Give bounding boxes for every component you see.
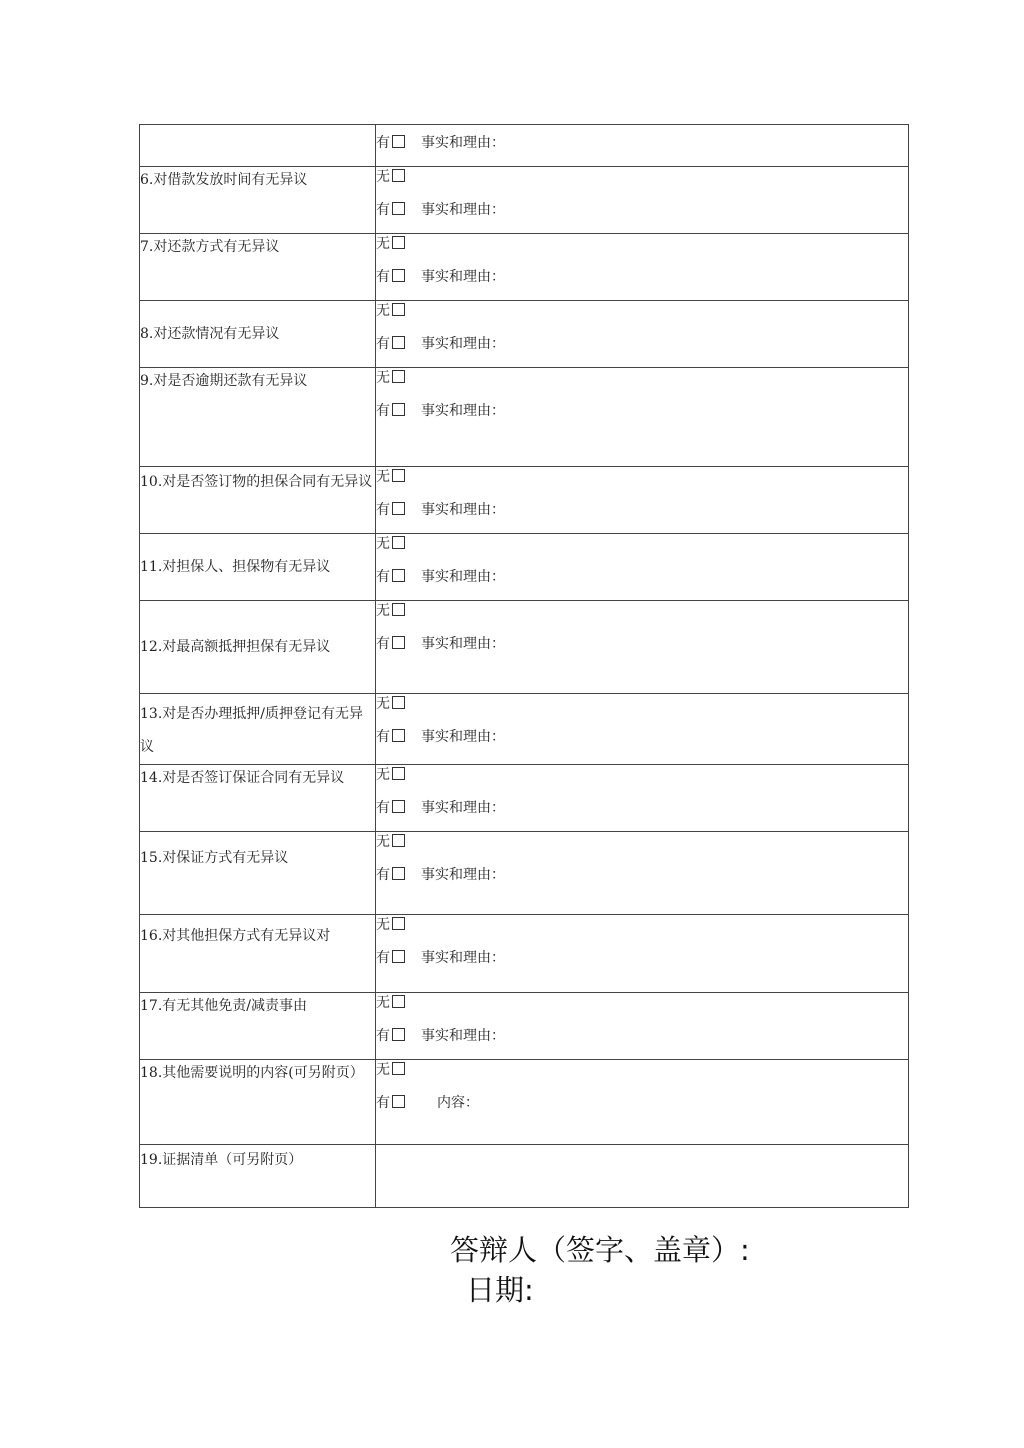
option-has[interactable] [376,334,908,367]
table-row [140,234,909,301]
no-label: 无 [376,603,390,619]
reason-label: 事实和理由： [421,950,505,966]
no-label: 无 [376,917,390,933]
question-cell [140,125,376,167]
reason-label: 事实和理由： [421,269,505,285]
no-label: 无 [376,370,390,386]
reason-label: 事实和理由： [421,336,505,352]
reason-label: 事实和理由： [421,800,505,816]
has-label: 有 [376,135,390,151]
no-label: 无 [376,169,390,185]
has-label: 有 [376,950,390,966]
date-label: 日期: [466,1273,534,1307]
table-row [140,993,909,1060]
has-label: 有 [376,403,390,419]
answer-cell [376,125,909,167]
option-no[interactable] [376,915,908,948]
table-row [140,765,909,832]
option-no[interactable] [376,368,908,401]
table-row [140,915,909,993]
answer-cell [376,534,909,601]
question-cell: 6.对借款发放时间有无异议 [140,167,376,234]
has-label: 有 [376,336,390,352]
option-has[interactable] [376,133,908,166]
checkbox-has[interactable] [392,269,405,282]
checkbox-no[interactable] [392,169,405,182]
checkbox-has[interactable] [392,1095,405,1108]
answer-cell [376,694,909,765]
checkbox-no[interactable] [392,1062,405,1075]
no-label: 无 [376,469,390,485]
answer-cell [376,467,909,534]
option-has[interactable] [376,865,908,898]
option-has[interactable] [376,401,908,434]
no-label: 无 [376,767,390,783]
table-row [140,832,909,915]
option-no[interactable] [376,534,908,567]
has-label: 有 [376,1095,390,1111]
option-no[interactable] [376,832,908,865]
checkbox-no[interactable] [392,469,405,482]
table-row [140,1060,909,1145]
no-label: 无 [376,236,390,252]
question-cell: 15.对保证方式有无异议 [140,832,376,915]
has-label: 有 [376,1028,390,1044]
checkbox-no[interactable] [392,303,405,316]
checkbox-no[interactable] [392,917,405,930]
content-label: 内容： [437,1095,479,1111]
table-row [140,301,909,368]
checkbox-no[interactable] [392,834,405,847]
option-no[interactable] [376,467,908,500]
table-row [140,368,909,467]
checkbox-no[interactable] [392,995,405,1008]
checkbox-no[interactable] [392,767,405,780]
option-has[interactable] [376,200,908,233]
answer-cell [376,167,909,234]
question-cell: 10.对是否签订物的担保合同有无异议 [140,467,376,534]
question-cell: 9.对是否逾期还款有无异议 [140,368,376,467]
option-no[interactable] [376,167,908,200]
answer-cell [376,368,909,467]
option-has[interactable] [376,1093,908,1126]
option-no[interactable] [376,601,908,634]
option-has[interactable] [376,727,908,760]
question-cell: 14.对是否签订保证合同有无异议 [140,765,376,832]
option-no[interactable] [376,694,908,727]
has-label: 有 [376,800,390,816]
option-no[interactable] [376,234,908,267]
checkbox-has[interactable] [392,202,405,215]
no-label: 无 [376,834,390,850]
checkbox-has[interactable] [392,867,405,880]
table-row [140,694,909,765]
reason-label: 事实和理由： [421,202,505,218]
answer-cell [376,234,909,301]
has-label: 有 [376,202,390,218]
option-has[interactable] [376,634,908,667]
has-label: 有 [376,729,390,745]
reason-label: 事实和理由： [421,636,505,652]
defense-form-table [139,124,909,1208]
has-label: 有 [376,269,390,285]
question-cell: 11.对担保人、担保物有无异议 [140,534,376,601]
question-cell: 17.有无其他免责/减责事由 [140,993,376,1060]
option-has[interactable] [376,948,908,981]
checkbox-has[interactable] [392,950,405,963]
checkbox-has[interactable] [392,636,405,649]
reason-label: 事实和理由： [421,867,505,883]
option-has[interactable] [376,798,908,831]
reason-label: 事实和理由： [421,569,505,585]
checkbox-has[interactable] [392,1028,405,1041]
option-has[interactable] [376,267,908,300]
table-row [140,467,909,534]
checkbox-has[interactable] [392,403,405,416]
question-cell: 12.对最高额抵押担保有无异议 [140,601,376,694]
reason-label: 事实和理由： [421,729,505,745]
checkbox-has[interactable] [392,729,405,742]
reason-label: 事实和理由： [421,502,505,518]
has-label: 有 [376,569,390,585]
no-label: 无 [376,303,390,319]
answer-cell [376,601,909,694]
no-label: 无 [376,995,390,1011]
option-has[interactable] [376,500,908,533]
checkbox-no[interactable] [392,370,405,383]
answer-cell [376,832,909,915]
checkbox-no[interactable] [392,696,405,709]
reason-label: 事实和理由： [421,135,505,151]
has-label: 有 [376,502,390,518]
option-has[interactable] [376,1026,908,1059]
question-cell: 13.对是否办理抵押/质押登记有无异议 [140,694,376,765]
answer-cell [376,301,909,368]
checkbox-has[interactable] [392,135,405,148]
no-label: 无 [376,696,390,712]
has-label: 有 [376,867,390,883]
evidence-list-cell[interactable] [376,1145,909,1208]
checkbox-has[interactable] [392,336,405,349]
reason-label: 事实和理由： [421,1028,505,1044]
table-row [140,534,909,601]
answer-cell [376,1060,909,1145]
checkbox-has[interactable] [392,800,405,813]
answer-cell [376,765,909,832]
table-row [140,125,909,167]
checkbox-no[interactable] [392,603,405,616]
option-no[interactable] [376,993,908,1026]
checkbox-has[interactable] [392,502,405,515]
question-cell: 16.对其他担保方式有无异议对 [140,915,376,993]
question-cell: 7.对还款方式有无异议 [140,234,376,301]
question-cell: 18.其他需要说明的内容(可另附页） [140,1060,376,1145]
checkbox-has[interactable] [392,569,405,582]
option-no[interactable] [376,1060,908,1093]
option-no[interactable] [376,301,908,334]
question-cell: 19.证据清单（可另附页） [140,1145,376,1208]
checkbox-no[interactable] [392,236,405,249]
answer-cell [376,993,909,1060]
has-label: 有 [376,636,390,652]
no-label: 无 [376,1062,390,1078]
checkbox-no[interactable] [392,536,405,549]
reason-label: 事实和理由： [421,403,505,419]
answer-cell [376,915,909,993]
respondent-signature-label: 答辩人（签字、盖章）: [450,1233,750,1267]
table-row [140,601,909,694]
option-no[interactable] [376,765,908,798]
no-label: 无 [376,536,390,552]
table-row [140,167,909,234]
question-cell: 8.对还款情况有无异议 [140,301,376,368]
table-row [140,1145,909,1208]
option-has[interactable] [376,567,908,600]
